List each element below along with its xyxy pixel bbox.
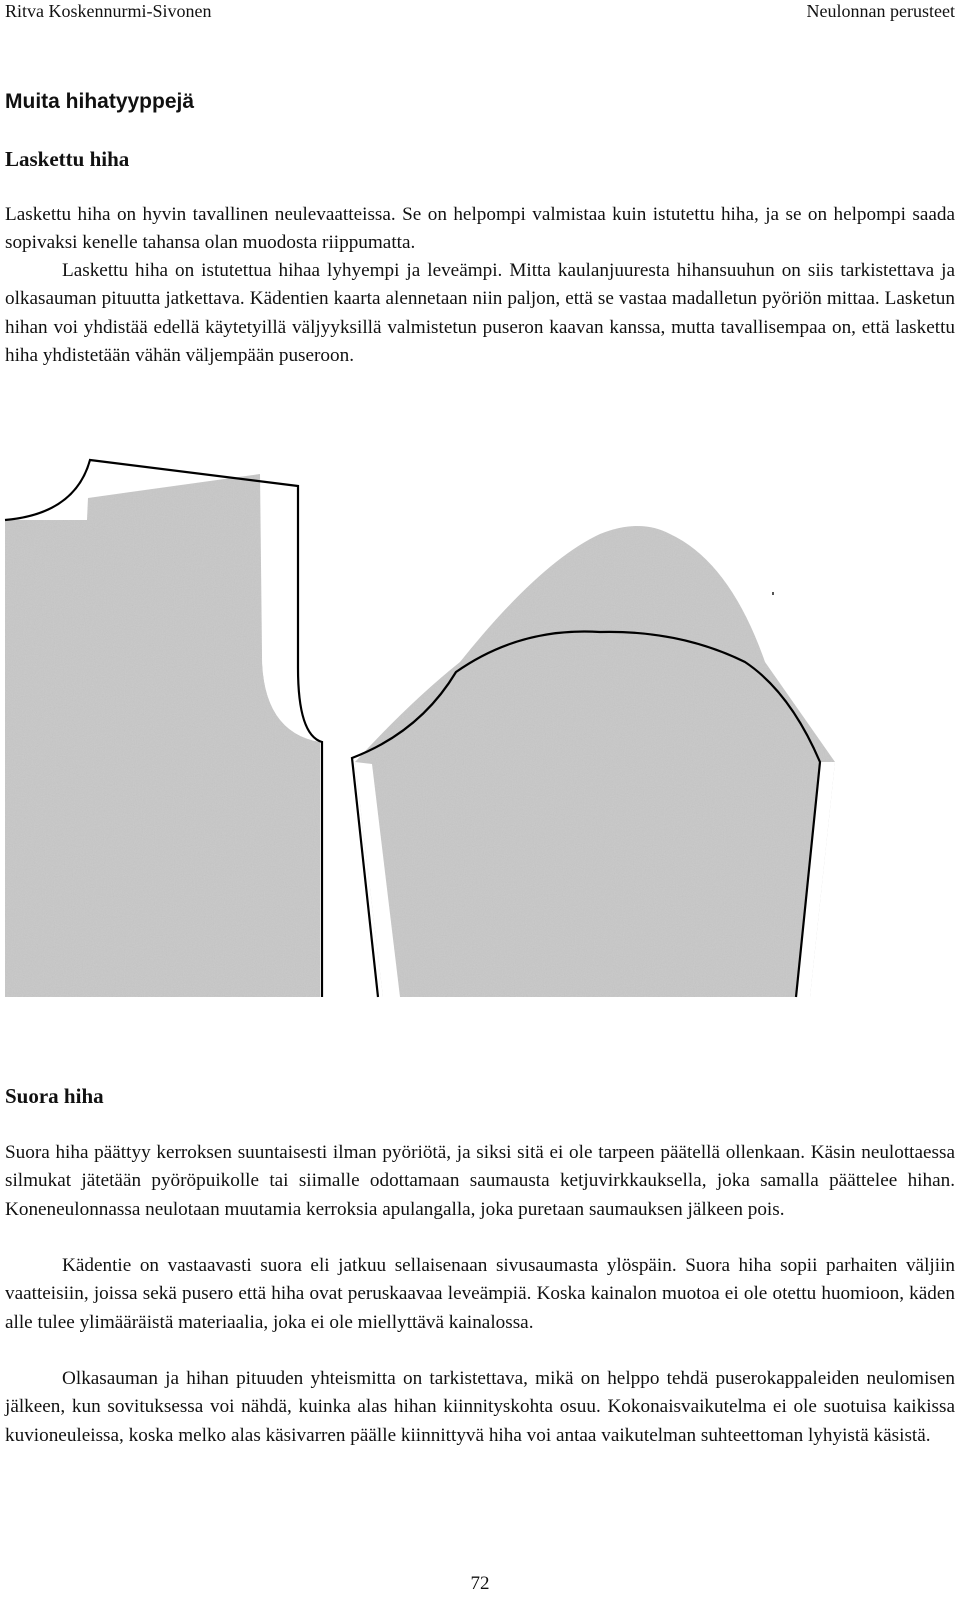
section-title-laskettu-hiha: Laskettu hiha — [5, 147, 130, 171]
header-author: Ritva Koskennurmi-Sivonen — [5, 1, 212, 21]
paragraph-laskettu-1: Laskettu hiha on hyvin tavallinen neulevaatteissa. Se on helpompi valmistaa kuin istutettu hiha, ja se on helpompi saada sopivaksi kenelle tahansa olan muodosta riippumatta. — [5, 204, 955, 254]
section-title-suora-hiha: Suora hiha — [5, 1084, 104, 1108]
paragraph-suora-3-wrapper — [5, 1365, 955, 1450]
paragraph-suora-2: Kädentie on vastaavasti suora eli jatkuu sellaisenaan sivusaumasta ylöspäin. Suora hiha sopii parhaiten väljiin vaatteisiin, joissa sekä pusero että hiha ovat peruskaavaa leveämpiä. Koska kainalon muotoa ei ole otettu huomioon, käden alle tulee ylimääräistä materiaalia, joka ei ole miellyttävä kainalossa. — [5, 1255, 955, 1333]
paragraph-laskettu-2-wrapper — [5, 257, 955, 370]
running-header — [5, 0, 955, 24]
page-number: 72 — [470, 1573, 490, 1594]
sleeve-enlarged-area — [355, 526, 835, 997]
paragraph-laskettu-2: Laskettu hiha on istutettua hihaa lyhyempi ja leveämpi. Mitta kaulanjuuresta hihansuuhun on siis tarkistettava ja olkasauman pituutta jatkettava. Kädentien kaarta alennetaan niin paljon, että se vastaa madalletun pyöriön mittaa. Lasketun hihan voi yhdistää edellä käytetyillä väljyyksillä valmistetun puseron kaavan kanssa, mutta tavallisempaa on, että laskettu hiha yhdistetään vähän väljempään puseroon. — [5, 260, 955, 366]
pattern-figure — [0, 452, 960, 1004]
stray-mark — [772, 592, 774, 595]
bodice-original-armhole-gap — [262, 480, 320, 742]
header-book-title: Neulonnan perusteet — [806, 1, 955, 21]
paragraph-suora-1: Suora hiha päättyy kerroksen suuntaisesti ilman pyöriötä, ja siksi sitä ei ole tarpeen päätellä ollenkaan. Käsin neulottaessa silmukat jätetään pyöröpuikolle tai siimalle odottamaan saumausta ketjuvirkkauksella, joka samalla päättelee hihan. Koneneulonnassa neulotaan muutamia kerroksia apulangalla, joka puretaan saumauksen jälkeen pois. — [5, 1142, 955, 1220]
chapter-title: Muita hihatyyppejä — [5, 90, 195, 113]
paragraph-suora-2-wrapper — [5, 1252, 955, 1337]
paragraph-suora-3: Olkasauman ja hihan pituuden yhteismitta on tarkistettava, mikä on helppo tehdä puserokappaleiden neulomisen jälkeen, kun sovituksessa voi nähdä, kuinka alas hihan kiinnityskohta osuu. Kokonaisvaikutelma ei ole suotuisa kaikissa kuvioneuleissa, koska melko alas käsivarren päälle kiinnittyvä hiha voi antaa vaikutelman suhteettoman lyhyistä käsistä. — [5, 1368, 955, 1446]
